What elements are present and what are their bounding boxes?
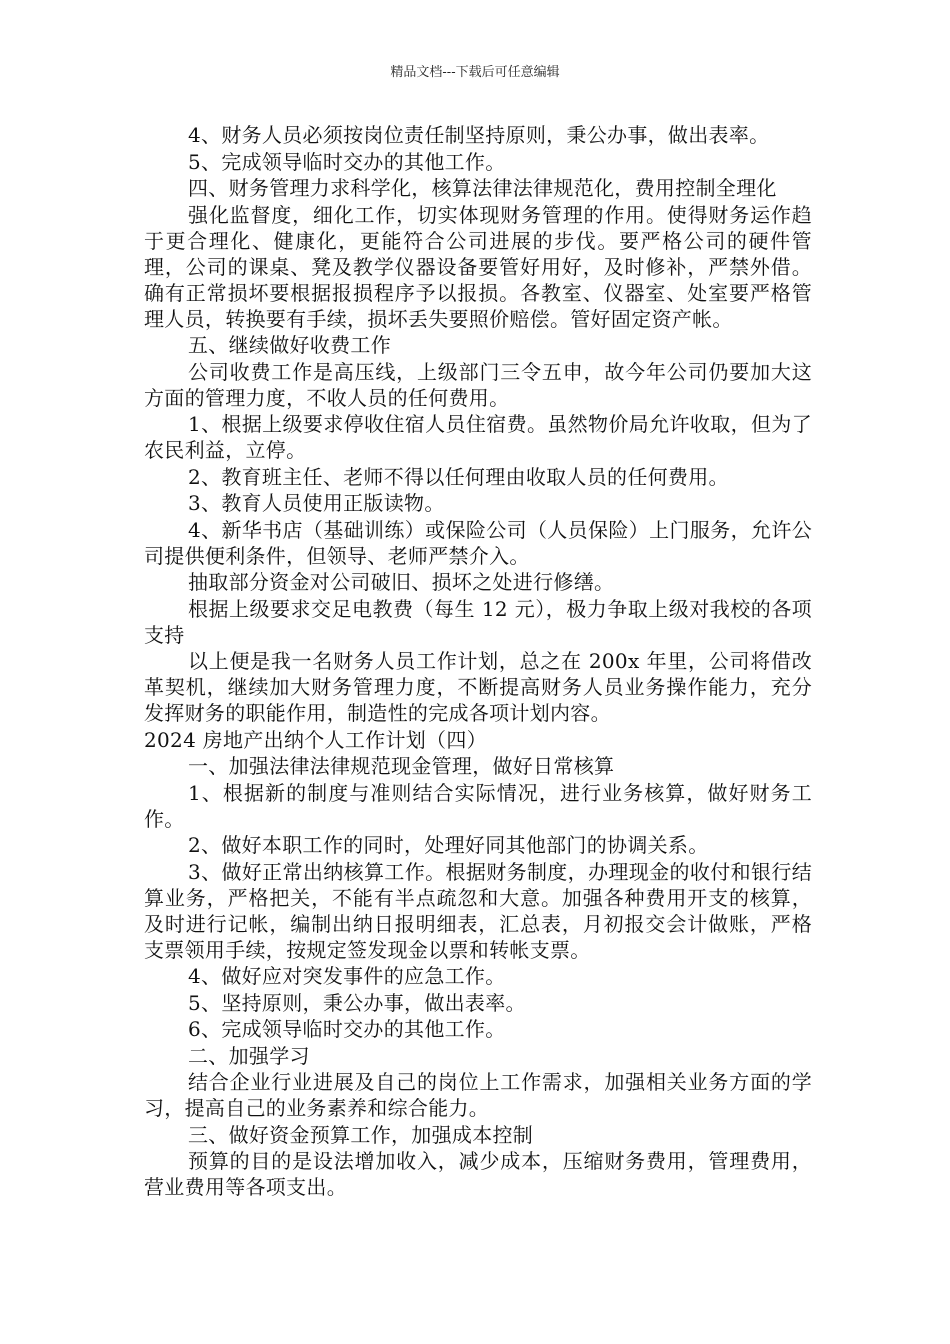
paragraph: 1、根据上级要求停收住宿人员住宿费。虽然物价局允许收取，但为了农民利益，立停。 [144, 412, 812, 462]
paragraph: 强化监督度，细化工作，切实体现财务管理的作用。使得财务运作趋于更合理化、健康化，更能符合公司进展的步伐。要严格公司的硬件管理，公司的课桌、凳及教学仪器设备要管好用好，及时修补，严禁外借。确有正常损坏要根据报损程序予以报损。各教室、仪器室、处室要严格管理人员，转换要有手续，损坏丢失要照价赔偿。管好固定资产帐。 [144, 202, 812, 331]
paragraph: 预算的目的是设法增加收入，减少成本，压缩财务费用，管理费用，营业费用等各项支出。 [144, 1149, 812, 1199]
section-heading: 二、加强学习 [188, 1043, 310, 1068]
paragraph: 5、完成领导临时交办的其他工作。 [188, 149, 506, 174]
paragraph: 4、做好应对突发事件的应急工作。 [188, 964, 506, 988]
paragraph: 公司收费工作是高压线，上级部门三令五申，故今年公司仍要加大这方面的管理力度，不收人员的任何费用。 [144, 359, 812, 410]
section-heading: 四、财务管理力求科学化，核算法律法律规范化，费用控制全理化 [188, 176, 777, 200]
paragraph: 6、完成领导临时交办的其他工作。 [188, 1017, 506, 1041]
paragraph: 3、教育人员使用正版读物。 [188, 491, 445, 515]
document-body [144, 122, 812, 1201]
page-header: 精品文档---下载后可任意编辑 [390, 65, 560, 80]
paragraph: 4、财务人员必须按岗位责任制坚持原则，秉公办事，做出表率。 [188, 123, 770, 147]
paragraph: 2、做好本职工作的同时，处理好同其他部门的协调关系。 [188, 833, 709, 857]
paragraph: 根据上级要求交足电教费（每生 12 元），极力争取上级对我校的各项支持 [144, 596, 812, 647]
paragraph: 以上便是我一名财务人员工作计划，总之在 200x 年里，公司将借改革契机，继续加大财务管理力度，不断提高财务人员业务操作能力，充分发挥财务的职能作用，制造性的完成各项计划内容。 [144, 649, 812, 725]
section-heading: 三、做好资金预算工作，加强成本控制 [188, 1122, 534, 1147]
paragraph: 5、坚持原则，秉公办事，做出表率。 [188, 990, 526, 1015]
paragraph: 3、做好正常出纳核算工作。根据财务制度，办理现金的收付和银行结算业务，严格把关，不能有半点疏忽和大意。加强各种费用开支的核算，及时进行记帐，编制出纳日报明细表，汇总表，月初报交会计做账，严格支票领用手续，按规定签发现金以票和转帐支票。 [144, 859, 812, 962]
paragraph: 4、新华书店（基础训练）或保险公司（人员保险）上门服务，允许公司提供便利条件，但领导、老师严禁介入。 [144, 517, 812, 568]
paragraph: 1、根据新的制度与准则结合实际情况，进行业务核算，做好财务工作。 [144, 780, 812, 831]
document-title: 2024 房地产出纳个人工作计划（四） [144, 727, 487, 752]
section-heading: 五、继续做好收费工作 [188, 333, 391, 357]
paragraph: 抽取部分资金对公司破旧、损坏之处进行修缮。 [188, 570, 615, 594]
paragraph: 结合企业行业进展及自己的岗位上工作需求，加强相关业务方面的学习，提高自己的业务素养和综合能力。 [144, 1070, 812, 1120]
section-heading: 一、加强法律法律规范现金管理，做好日常核算 [188, 754, 615, 778]
paragraph: 2、教育班主任、老师不得以任何理由收取人员的任何费用。 [188, 464, 729, 489]
